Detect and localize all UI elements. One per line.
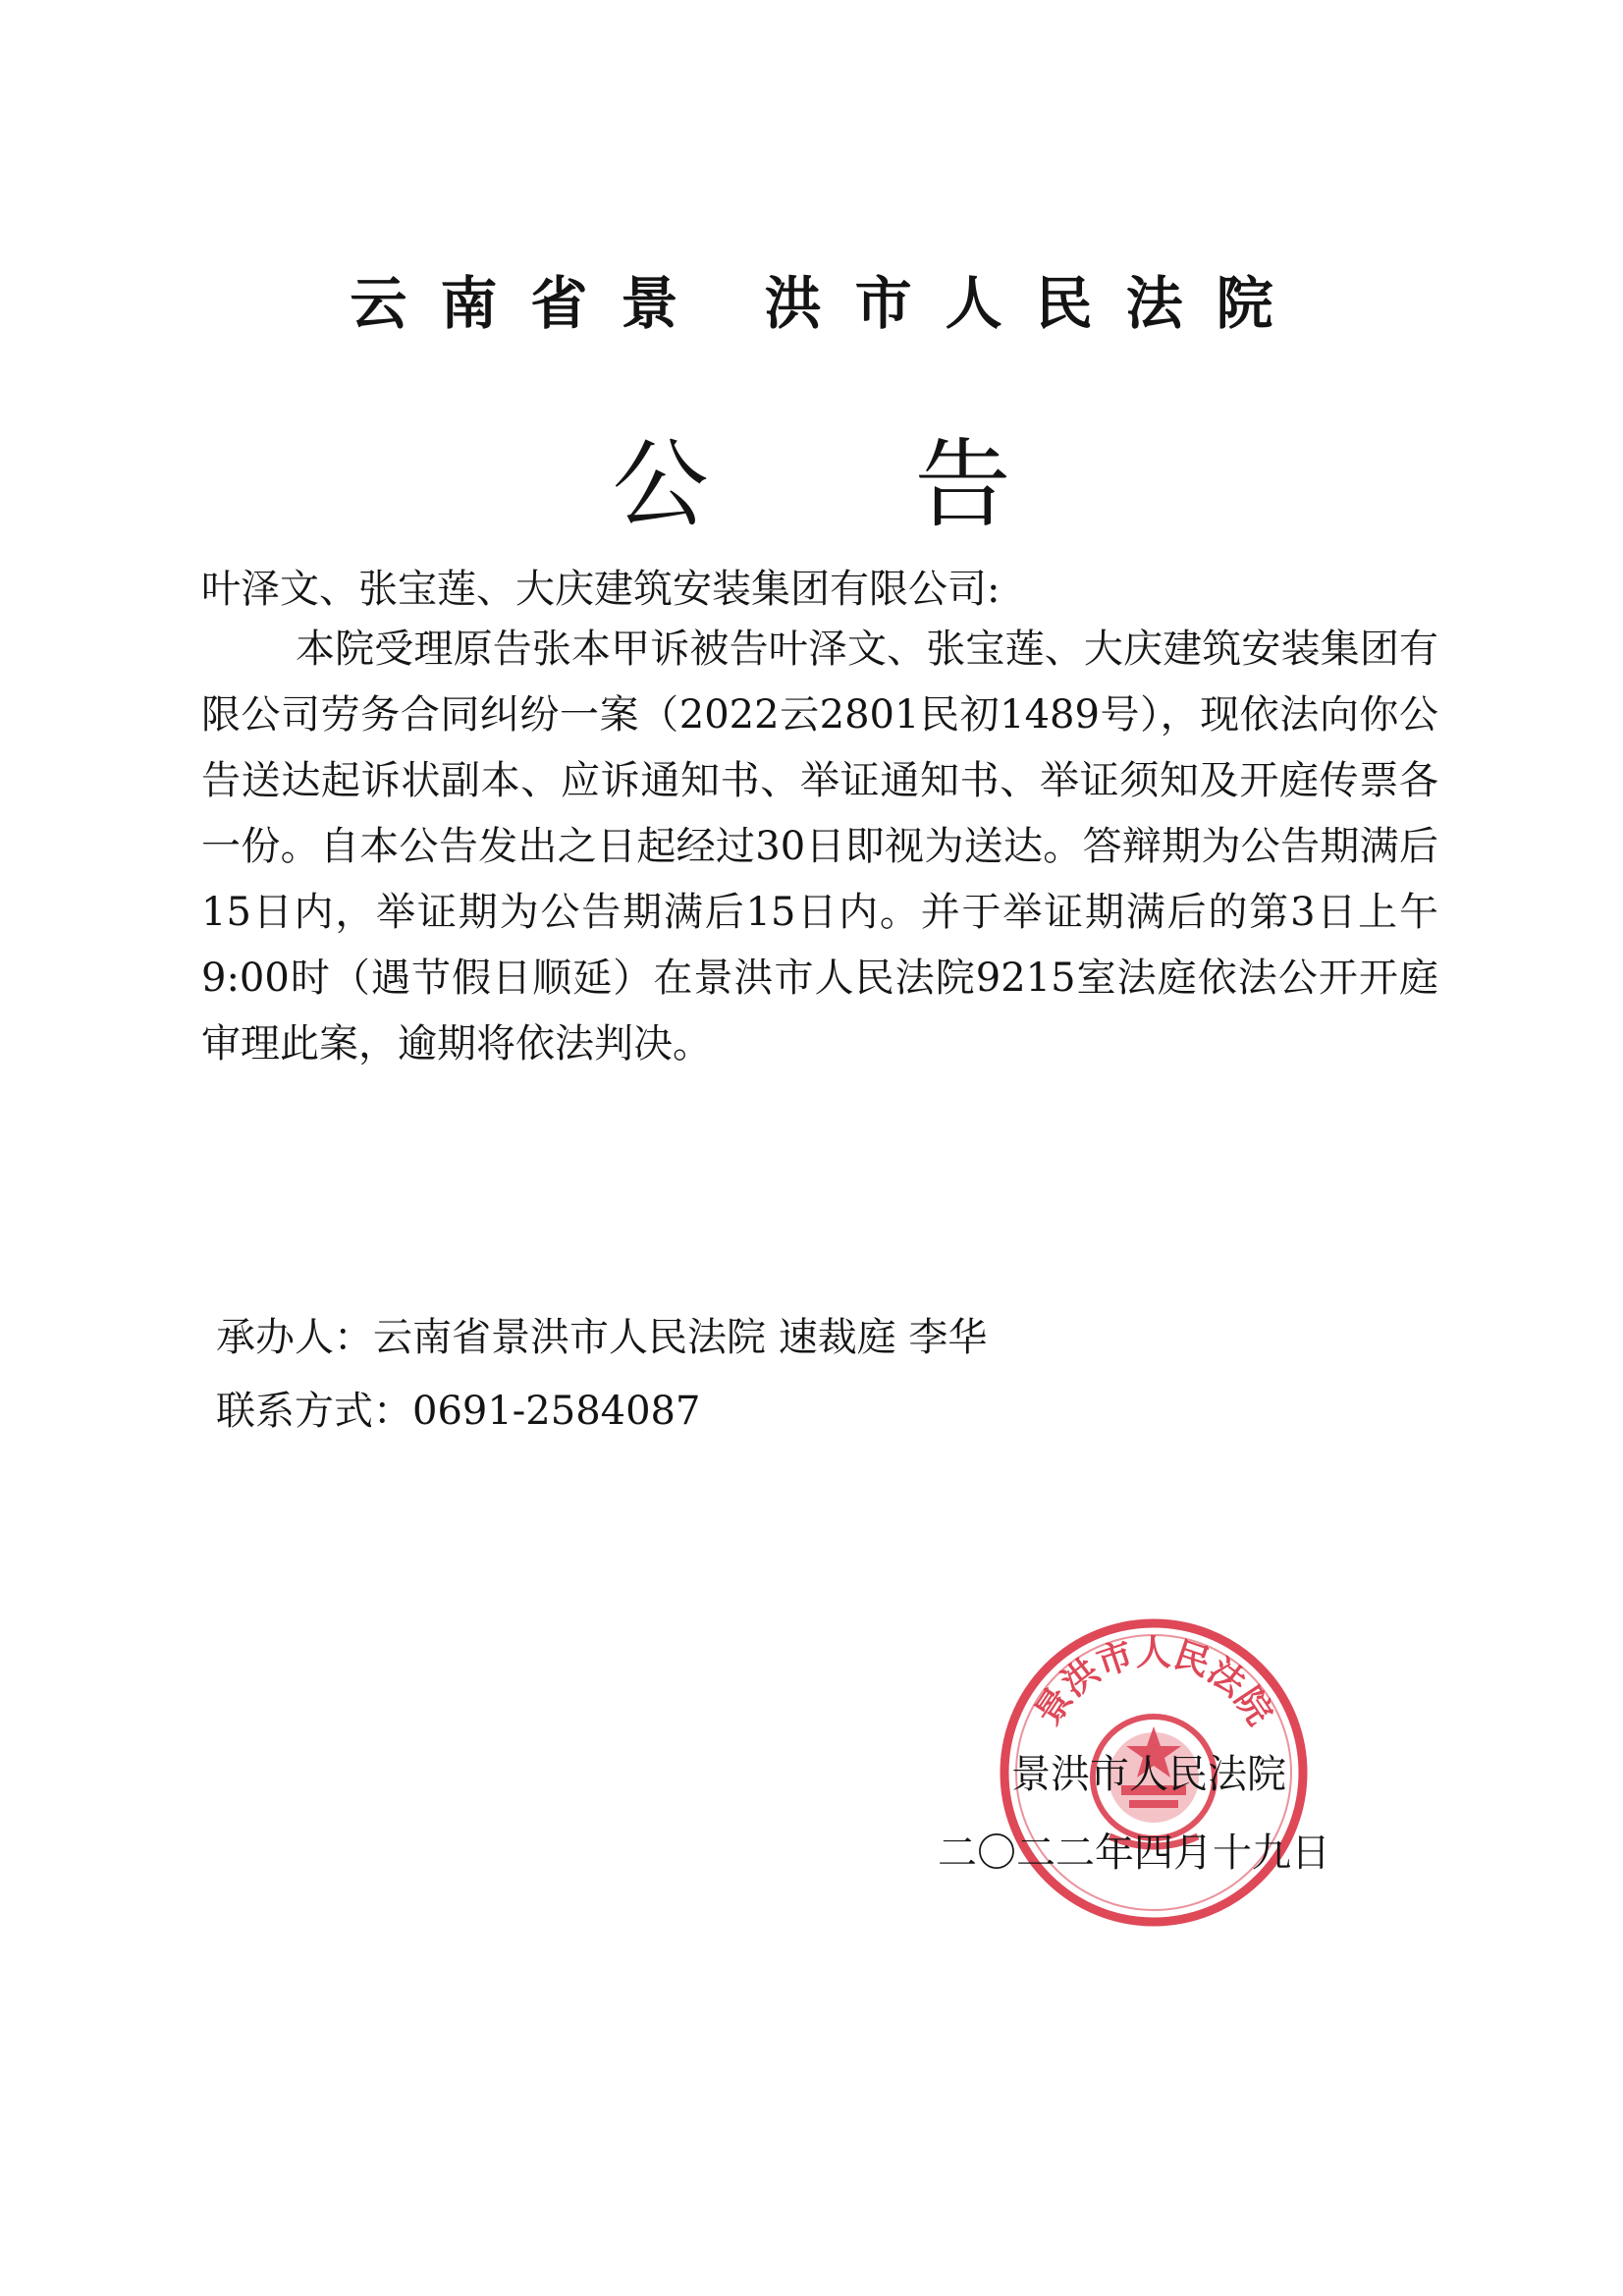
addressee: 叶泽文、张宝莲、大庆建筑安装集团有限公司:	[201, 567, 1001, 612]
signing-court: 景洪市人民法院	[1011, 1752, 1286, 1797]
contact-phone: 联系方式：0691-2584087	[216, 1389, 701, 1434]
court-name-heading: 云南省景 洪市人民法院	[350, 270, 1307, 337]
document-title: 公告	[612, 429, 1217, 541]
issue-date: 二〇二二年四月十九日	[938, 1831, 1330, 1876]
case-officer: 承办人：云南省景洪市人民法院 速裁庭 李华	[216, 1315, 988, 1360]
seal-text: 景洪市人民法院	[1027, 1633, 1280, 1733]
notice-body: 本院受理原告张本甲诉被告叶泽文、张宝莲、大庆建筑安装集团有限公司劳务合同纠纷一案（2022云2801民初1489号），现依法向你公告送达起诉状副本、应诉通知书、举证通知书、举证须知及开庭传票各一份。自本公告发出之日起经过30日即视为送达。答辩期为公告期满后15日内，举证期为公告期满后15日内。并于举证期满后的第3日上午9:00时（遇节假日顺延）在景洪市人民法院9215室法庭依法公开开庭审理此案，逾期将依法判决。	[201, 627, 1438, 1066]
